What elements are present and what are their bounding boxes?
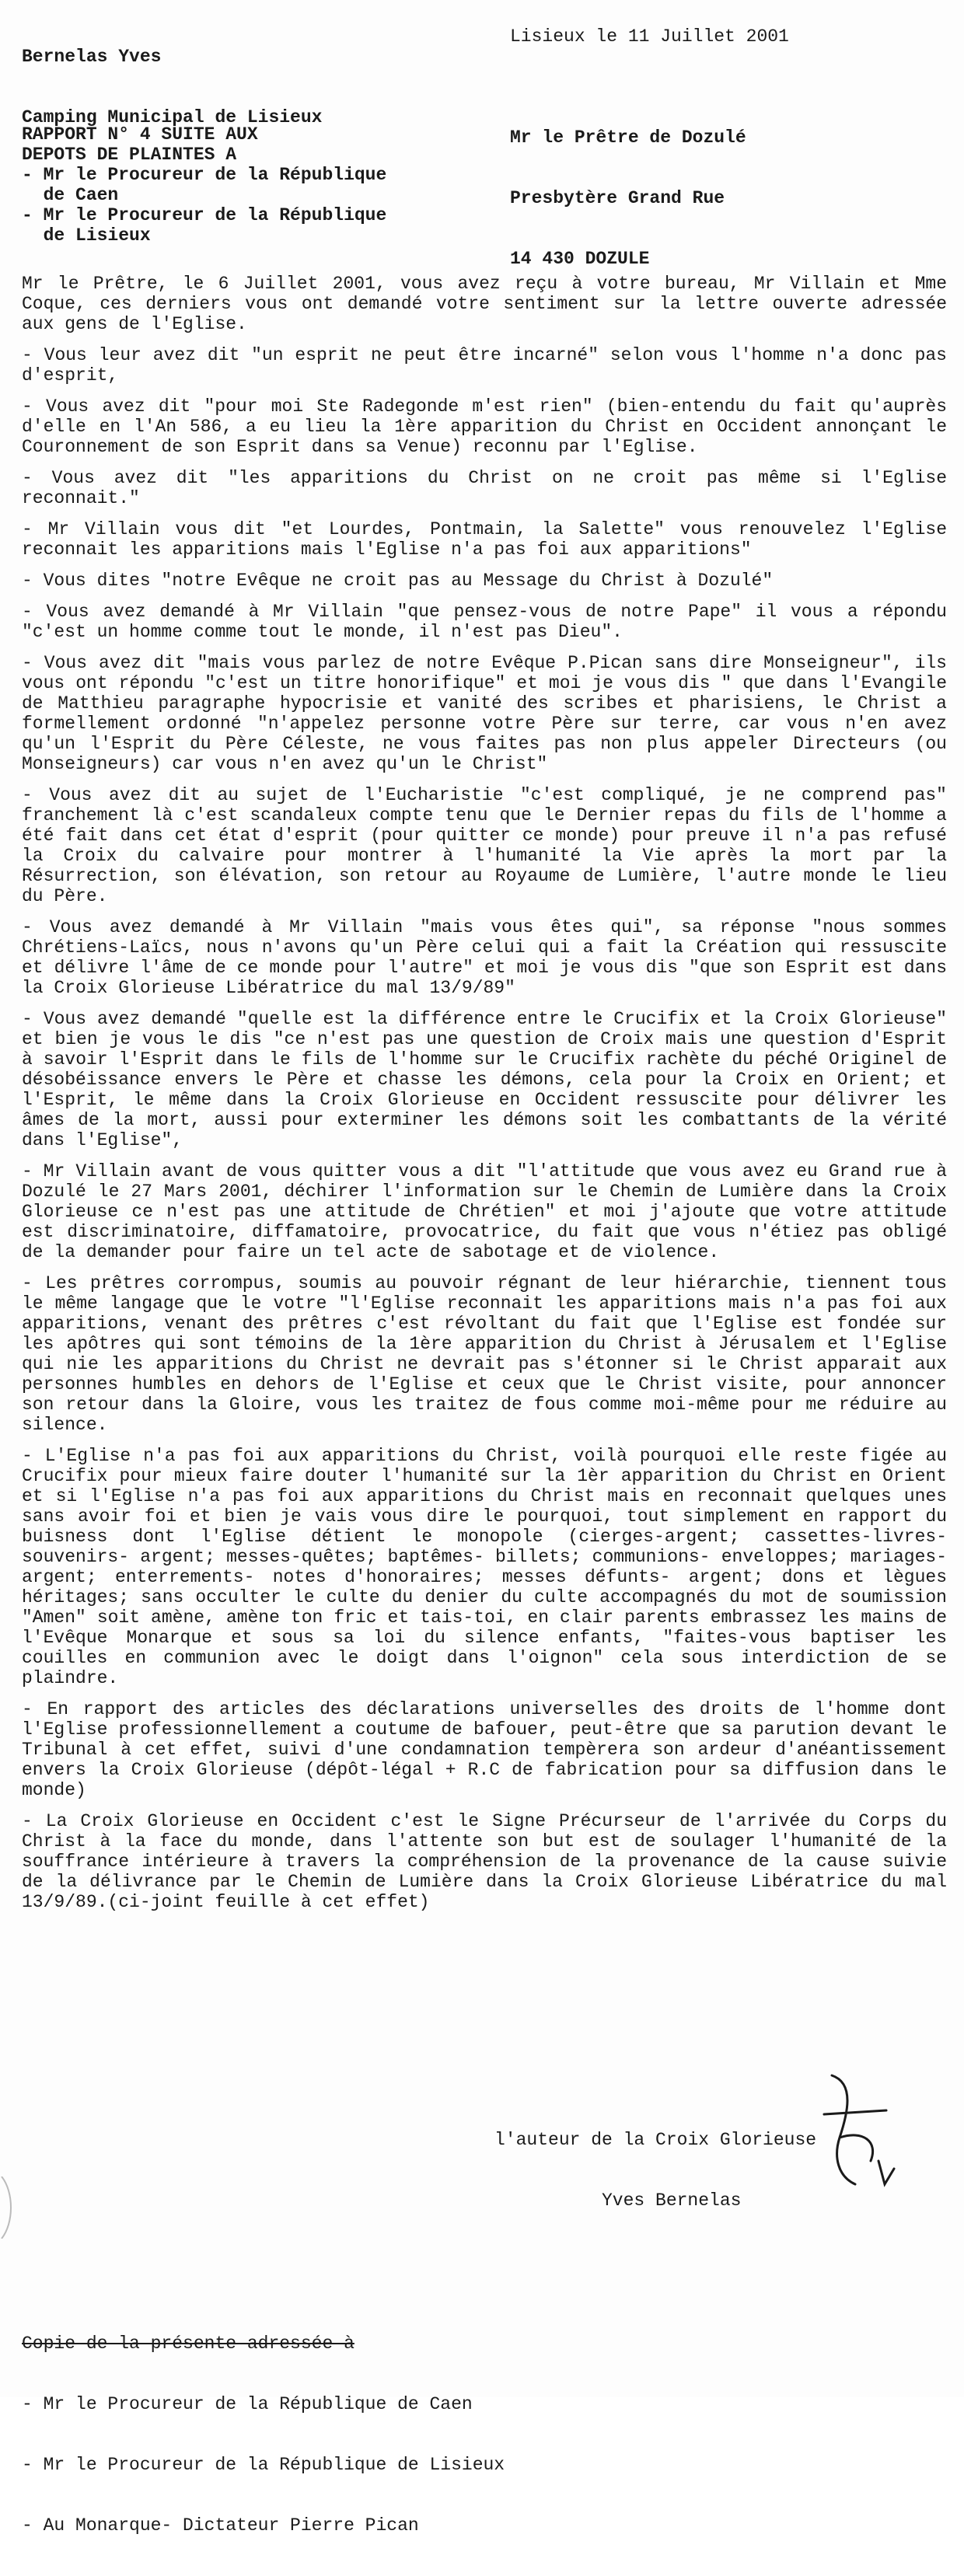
body-paragraph-7: - Vous avez demandé à Mr Villain "que pensez-vous de notre Pape" il vous a répondu "c'est un homme comme tout le monde, il n'est pas Dieu". xyxy=(22,602,947,642)
body-paragraph-6: - Vous dites "notre Evêque ne croit pas au Message du Christ à Dozulé" xyxy=(22,571,774,591)
report-addressee-1a: - Mr le Procureur de la République xyxy=(22,165,387,185)
body-paragraph-3: - Vous avez dit "pour moi Ste Radegonde m'est rien" (bien-entendu du fait qu'auprès d'elle en l'An 586, a eu lieu la 1ère apparition du Christ en Occident annonçant le Couronnement de son Esprit dans sa Venue) reconnu par l'Eglise. xyxy=(22,396,947,457)
body-paragraph-14: - L'Eglise n'a pas foi aux apparitions du Christ, voilà pourquoi elle reste figée au Crucifix pour mieux faire douter l'humanité sur la 1èr apparition du Christ en Orient et si l'Eglise n'a pas foi aux apparitions du Christ mais en reconnait quelques unes sans avoir foi et bien je vais vous dire le pourquoi, tout simplement en rapport du buisness dont l'Eglise détient le monopole (cierges-argent; cassettes-livres-souvenirs- argent; messes-quêtes; baptêmes- billets; communions- enveloppes; mariages- argent; enterrements- notes d'honoraires; messes défunts- argent; dons et lègues héritages; sans occulter le culte du denier du culte accompagnés du mot de soumission "Amen" soit amène, amène ton fric et tais-toi, en clair parents embrassez les mains de l'Evêque Monarque et sous sa loi du silence enfants, "faites-vous baptiser les couilles en communion avec le doigt dans l'oignon" cela sous interdiction de se plaindre. xyxy=(22,1446,947,1688)
copies-block xyxy=(22,2293,505,2576)
body-paragraph-15: - En rapport des articles des déclarations universelles des droits de l'homme dont l'Eglise professionnellement a coutume de bafouer, peut-être que sa parution devant le Tribunal à cet effet, suivi d'une condamnation tempèrera son ardeur d'anéantissement envers la Croix Glorieuse (dépôt-légal + R.C de fabrication pour sa diffusion dans le monde) xyxy=(22,1699,947,1800)
report-subtitle: DEPOTS DE PLAINTES A xyxy=(22,145,237,165)
body-paragraph-8: - Vous avez dit "mais vous parlez de notre Evêque P.Pican sans dire Monseigneur", ils vous ont répondu "c'est un titre honorifique" et moi je vous dis " que dans l'Evangile de Matthieu paragraphe hypocrisie et vanité des scribes et pharisiens, le Christ a formellement ordonné "n'appelez personne votre Père sur terre, car vous n'en avez qu'un l'Esprit du Père Céleste, ne vous faites pas non plus appeler Directeurs (ou Monseigneurs) car vous n'en avez qu'un le Christ" xyxy=(22,653,947,774)
recipient-line-3: 14 430 DOZULE xyxy=(510,249,650,269)
recipient-line-2: Presbytère Grand Rue xyxy=(510,188,725,208)
body-paragraph-10: - Vous avez demandé à Mr Villain "mais vous êtes qui", sa réponse "nous sommes Chrétiens-Laïcs, nous n'avons qu'un Père celui qui a fait la Création qui ressuscite et délivre l'âme de ce monde pour l'autre" et moi je vous dis "que son Esprit est dans la Croix Glorieuse Libératrice du mal 13/9/89" xyxy=(22,917,947,998)
copies-item-3: - Au Monarque- Dictateur Pierre Pican xyxy=(22,2515,419,2536)
report-addressee-2b: de Lisieux xyxy=(22,225,151,246)
report-heading xyxy=(22,124,386,246)
copies-heading: Copie de la présente adressée à xyxy=(22,2333,355,2354)
body-paragraph-9: - Vous avez dit au sujet de l'Eucharistie "c'est compliqué, je ne comprend pas" franchement là c'est scandaleux compte tenu que le Dernier repas du fils de l'homme a été fait dans cet état d'esprit (pour quitter ce monde) pour preuve il n'a pas refusé la Croix du calvaire pour montrer à l'humanité la Vie après la mort par la Résurrection, son élévation, son retour au Royaume de Lumière, l'autre monde le lieu du Père. xyxy=(22,785,947,906)
report-addressee-1b: de Caen xyxy=(22,185,119,205)
body-paragraph-16: - La Croix Glorieuse en Occident c'est le Signe Précurseur de l'arrivée du Corps du Christ à la face du monde, dans l'attente son but est de soulager l'humanité de la souffrance intérieure à travers la compréhension de la provenance de la cause suivie de la délivrance par le Chemin de Lumière dans la Croix Glorieuse Libératrice du mal 13/9/89.(ci-joint feuille à cet effet) xyxy=(22,1811,947,1912)
recipient-line-1: Mr le Prêtre de Dozulé xyxy=(510,127,746,148)
body-paragraph-12: - Mr Villain avant de vous quitter vous a dit "l'attitude que vous avez eu Grand rue à Dozulé le 27 Mars 2001, déchirer l'information sur le Chemin de Lumière dans la Croix Glorieuse ce n'est pas une attitude de Chrétien" et moi j'ajoute que votre attitude est discriminatoire, diffamatoire, provocatrice, du fait que vous n'étiez pas obligé de la demander pour faire un tel acte de sabotage et de violence. xyxy=(22,1161,947,1262)
body-paragraph-1: Mr le Prêtre, le 6 Juillet 2001, vous avez reçu à votre bureau, Mr Villain et Mme Coque, ces derniers vous ont demandé votre sentiment sur la lettre ouverte adressée aux gens de l'Eglise. xyxy=(22,274,947,334)
copies-item-2: - Mr le Procureur de la République de Lisieux xyxy=(22,2455,505,2475)
body-paragraph-4: - Vous avez dit "les apparitions du Christ on ne croit pas même si l'Eglise reconnait." xyxy=(22,468,947,508)
body-paragraph-11: - Vous avez demandé "quelle est la différence entre le Crucifix et la Croix Glorieuse" et bien je vous le dis "ce n'est pas une question de Croix mais une question d'Esprit à savoir l'Esprit dans le fils de l'homme sur le Crucifix rachète du péché Originel de désobéissance envers le Père et chasse les démons, cela pour la Croix en Orient; et l'Esprit, le même dans la Croix Glorieuse en Occident ressuscite pour délivrer les âmes de la mort, aussi pour exterminer les démons soit les combattants de la vérité dans l'Eglise", xyxy=(22,1009,947,1150)
handwritten-signature xyxy=(801,2068,917,2200)
closing-author-line: l'auteur de la Croix Glorieuse xyxy=(494,2130,817,2150)
closing-name: Yves Bernelas xyxy=(602,2190,742,2211)
letter-body xyxy=(22,274,947,1923)
sender-place: Camping Municipal de Lisieux xyxy=(22,107,323,127)
report-title: RAPPORT N° 4 SUITE AUX xyxy=(22,124,258,145)
body-paragraph-5: - Mr Villain vous dit "et Lourdes, Pontmain, la Salette" vous renouvelez l'Eglise reconnait les apparitions mais l'Eglise n'a pas foi aux apparitions" xyxy=(22,519,947,560)
sender-name: Bernelas Yves xyxy=(22,47,162,67)
report-addressee-2a: - Mr le Procureur de la République xyxy=(22,205,387,225)
copies-item-1: - Mr le Procureur de la République de Caen xyxy=(22,2394,473,2414)
body-paragraph-13: - Les prêtres corrompus, soumis au pouvoir régnant de leur hiérarchie, tiennent tous le même langage que le votre "l'Eglise reconnait les apparitions mais n'a pas foi aux apparitions, venant des prêtres c'est révoltant du fait que l'Eglise est fondée sur les apôtres qui sont témoins de la 1ère apparition du Christ à Jérusalem et l'Eglise qui nie les apparitions du Christ ne devrait pas s'étonner si le Christ apparait aux personnes humbles en dehors de l'Eglise et ceux que le Christ visite, pour annoncer son retour dans la Gloire, vous les traitez de fous comme moi-même pour me réduire au silence. xyxy=(22,1273,947,1435)
body-paragraph-2: - Vous leur avez dit "un esprit ne peut être incarné" selon vous l'homme n'a donc pas d'esprit, xyxy=(22,345,947,386)
letter-date: Lisieux le 11 Juillet 2001 xyxy=(510,26,789,47)
closing-block xyxy=(494,2089,816,2251)
scan-edge-mark xyxy=(0,2176,19,2239)
